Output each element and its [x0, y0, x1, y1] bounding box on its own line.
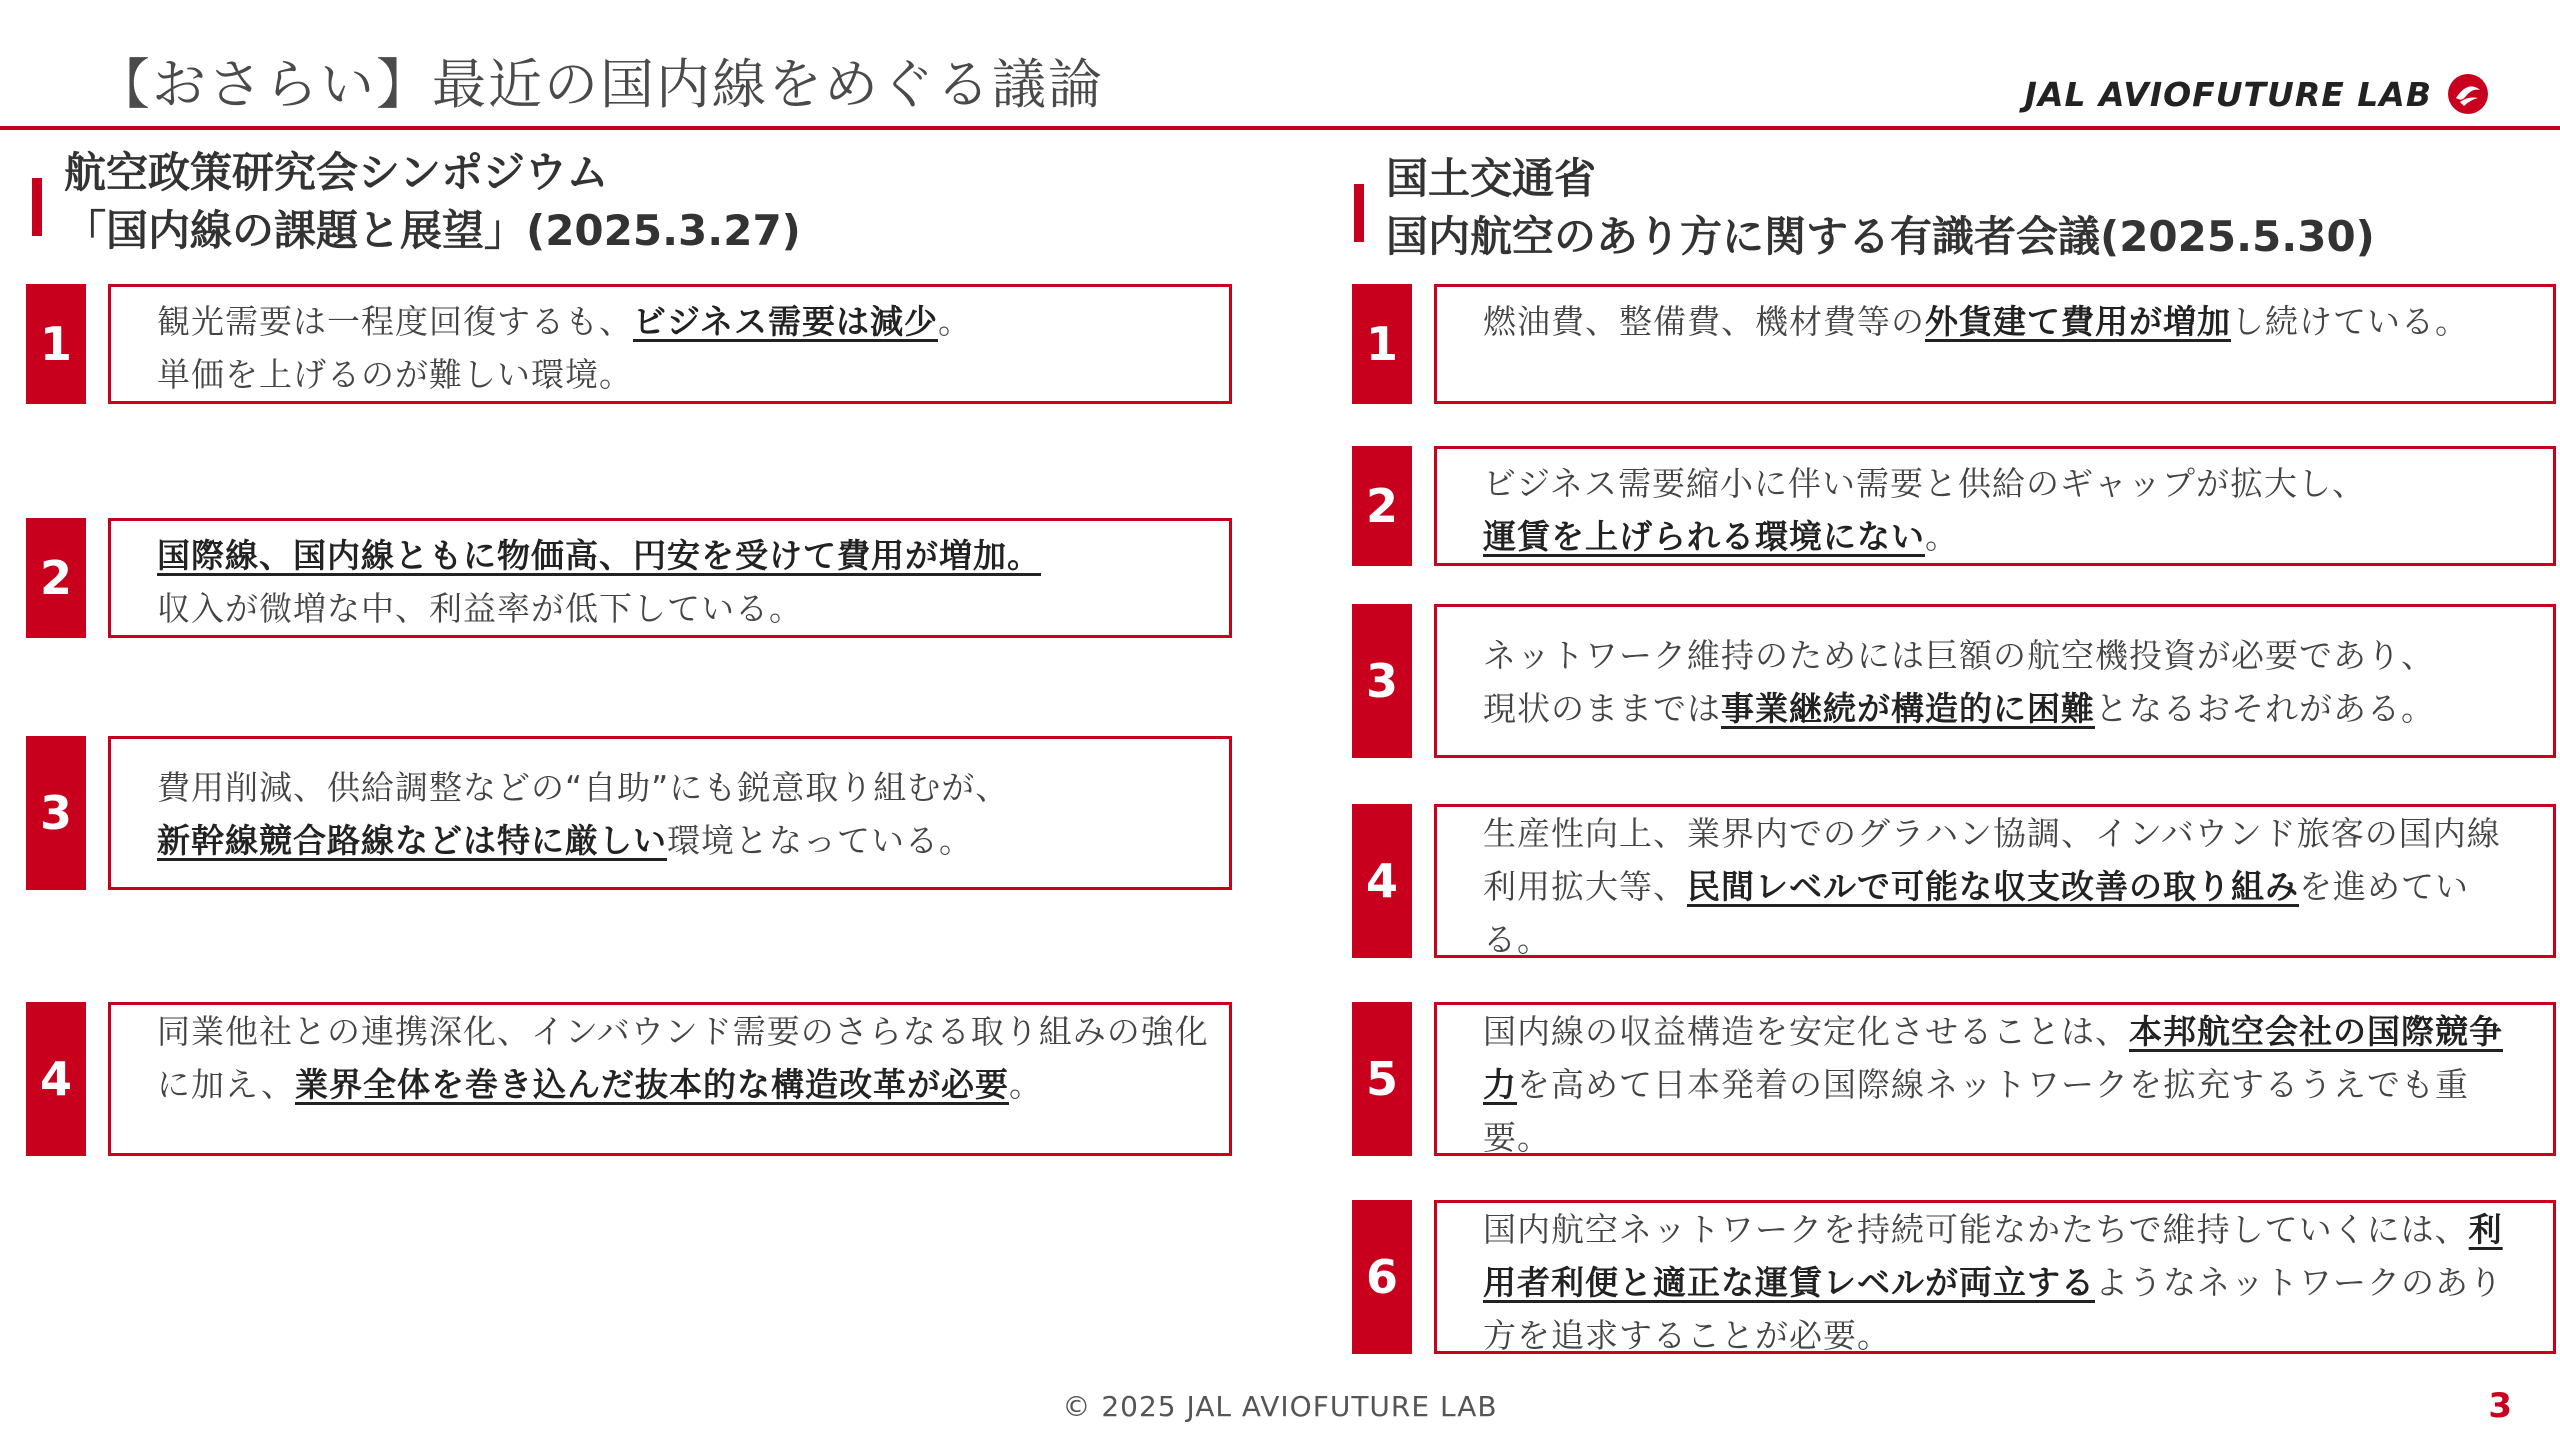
item-text-box	[1434, 446, 2556, 566]
item-text: 燃油費、整備費、機材費等の	[1483, 302, 1925, 341]
item-text: 単価を上げるのが難しい環境。	[157, 355, 633, 394]
item-text-box	[1434, 1200, 2556, 1354]
item-text: 費用削減、供給調整などの“自助”にも鋭意取り組むが、	[157, 768, 1010, 807]
right-heading-line1: 国土交通省	[1386, 154, 1597, 203]
item-text: 国内航空ネットワークを持続可能なかたちで維持していくには、	[1483, 1210, 2469, 1249]
item-number-badge: 3	[1352, 604, 1412, 758]
item-text-box	[108, 736, 1232, 890]
heading-marker	[32, 178, 42, 236]
emphasized-text: 国際線、国内線ともに物価高、円安を受けて費用が増加。	[157, 536, 1041, 575]
item-text: を進めている。	[1483, 867, 2469, 958]
item-number-badge: 6	[1352, 1200, 1412, 1354]
item-text: 観光需要は一程度回復するも、	[157, 302, 633, 341]
item-number-badge: 4	[26, 1002, 86, 1156]
item-number-badge: 2	[1352, 446, 1412, 566]
item-text: 。	[1925, 517, 1959, 556]
left-column-heading	[32, 144, 801, 260]
item-text-box	[1434, 804, 2556, 958]
item-text: 国内線の収益構造を安定化させることは、	[1483, 1012, 2129, 1051]
item-text-box	[108, 518, 1232, 638]
item-text: 収入が微増な中、利益率が低下している。	[157, 589, 803, 628]
emphasized-text: 利用者利便と適正な運賃レベルが両立する	[1483, 1210, 2503, 1302]
item-text-box	[108, 284, 1232, 404]
item-text: となるおそれがある。	[2095, 689, 2435, 728]
page-number: 3	[2488, 1386, 2512, 1426]
emphasized-text: ビジネス需要は減少	[633, 302, 939, 341]
slide-title: 【おさらい】最近の国内線をめぐる議論	[96, 53, 1104, 116]
emphasized-text: 事業継続が構造的に困難	[1721, 689, 2095, 728]
brand-wordmark: JAL AVIOFUTURE LAB	[2024, 74, 2432, 114]
item-text-box	[1434, 1002, 2556, 1156]
jal-crane-logo-icon	[2446, 72, 2490, 116]
item-text: 現状のままでは	[1483, 689, 1721, 728]
item-text: 。	[1008, 1065, 1043, 1104]
title-divider	[0, 126, 2560, 130]
emphasized-text: 外貨建て費用が増加	[1925, 302, 2231, 341]
item-number-badge: 1	[26, 284, 86, 404]
item-text: 。	[938, 302, 973, 341]
item-number-badge: 1	[1352, 284, 1412, 404]
heading-marker	[1354, 184, 1364, 242]
item-text: を高めて日本発着の国際線ネットワークを拡充するうえでも重要。	[1483, 1065, 2469, 1156]
emphasized-text: 本邦航空会社の国際競争力	[1483, 1012, 2503, 1104]
item-text-box	[1434, 604, 2556, 758]
brand-lockup	[2025, 72, 2490, 116]
item-text: ようなネットワークのあり方を追求することが必要。	[1483, 1263, 2503, 1354]
item-number-badge: 3	[26, 736, 86, 890]
emphasized-text: 業界全体を巻き込んだ抜本的な構造改革が必要	[294, 1065, 1009, 1104]
emphasized-text: 運賃を上げられる環境にない	[1483, 517, 1925, 556]
item-text: 生産性向上、業界内でのグラハン協調、インバウンド旅客の国内線利用拡大等、	[1483, 814, 2501, 906]
right-heading-line2: 国内航空のあり方に関する有識者会議(2025.5.30)	[1386, 212, 2375, 261]
item-text: 環境となっている。	[667, 821, 973, 860]
item-number-badge: 4	[1352, 804, 1412, 958]
item-number-badge: 5	[1352, 1002, 1412, 1156]
item-text-box	[108, 1002, 1232, 1156]
item-text: 同業他社との連携深化、インバウンド需要のさらなる取り組みの強化に加え、	[157, 1012, 1209, 1104]
left-heading-line1: 航空政策研究会シンポジウム	[64, 148, 609, 197]
emphasized-text: 新幹線競合路線などは特に厳しい	[157, 821, 667, 860]
item-text: ビジネス需要縮小に伴い需要と供給のギャップが拡大し、	[1483, 464, 2367, 503]
copyright-footer: © 2025 JAL AVIOFUTURE LAB	[1062, 1390, 1498, 1423]
left-heading-line2: 「国内線の課題と展望」(2025.3.27)	[64, 206, 801, 255]
item-text-box	[1434, 284, 2556, 404]
item-number-badge: 2	[26, 518, 86, 638]
item-text: ネットワーク維持のためには巨額の航空機投資が必要であり、	[1483, 636, 2435, 675]
right-column-heading	[1354, 150, 2375, 266]
emphasized-text: 民間レベルで可能な収支改善の取り組み	[1687, 867, 2299, 906]
item-text: し続けている。	[2231, 302, 2469, 341]
